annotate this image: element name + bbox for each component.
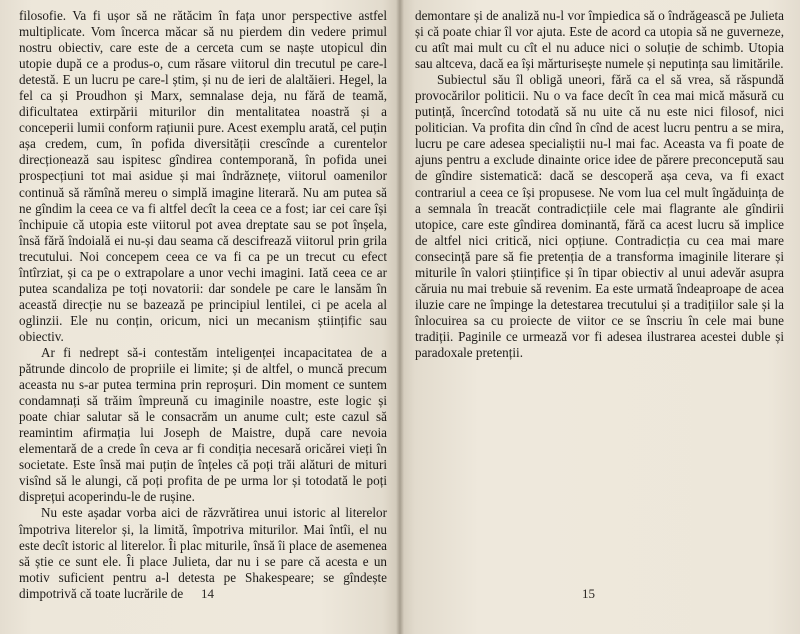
left-page — [0, 0, 399, 634]
left-paragraph-1: filosofie. Va fi ușor să ne rătăcim în fața unor perspective astfel multiplicate. Vom încerca măcar să nu pierdem din vedere primul nostru obiectiv, care este de a cerceta cum se naște utopicul din utopie după ce a produs-o, cum răsare viitorul din trecutul pe care-l detestă. E un lucru pe care-l știm, și nu de ieri de alaltăieri. Hegel, la fel ca și Proudhon și Marx, semnalase deja, nu fără de teamă, dificultatea extirpării miturilor din mentalitatea noastră și a conceperii lumii conform rațiunii pure. Acest exemplu arată, cel puțin așa credem, cum, în pofida diversității crescînde a curentelor direcționează sau ispitesc gîndirea contemporană, în pofida unei prospecțiuni tot mai asidue și mai îndrăznețe, viitorul oamenilor continuă să rămînă mereu o simplă imagine literară. Nu am putea să ne gîndim la ceea ce va fi altfel decît la ceea ce a fost; iar cei care își închipuie că utopia este viitorul pot avea dreptate sau se pot înșela, însă fără îndoială ei nu-și dau seama că descifrează viitorul prin grila trecutului. Noi concepem ceea ce va fi ca pe un trecut cu efect întîrziat, și ca pe o extrapolare a unor vechi imagini. Iată ceea ce ar putea scandaliza pe toți novatorii: dar sondele pe care le lansăm în această direcție nu se bazează pe principiul lentilei, ci pe acela al oglinzii. Ele nu conțin, oricum, nici un mecanism științific sau obiectiv. — [19, 8, 387, 344]
right-page — [399, 0, 800, 634]
right-page-number: 15 — [582, 586, 595, 601]
right-paragraph-2: Subiectul său îl obligă uneori, fără ca el să vrea, să răspundă provocărilor politicii. Nu o va face decît în cea mai mică măsură cu putință, încercînd totodată să nu uite că nu este nici filosof, nici politician. Va profita din cînd în cînd de acest lucru pentru a se mira, lucru pe care adesea specialiștii nu-l mai fac. Aceasta va fi poate de ajuns pentru a exclude dinainte orice idee de părere preconcepută sau de gîndire sistematică: dacă se descoperă așa ceva, va fi exact contrariul a ceea ce își propusese. Ne vom lua cel mult îngăduința de a semnala în treacăt contradicțiile cele mai flagrante ale gîndirii utopice, care este gîndirea dominantă, fără ca acest lucru să implice de altfel nici critică, nici opțiune. Contradicția cu cea mai mare consecință pare să fie pretenția de a transforma imaginile literare și miturile în valori științifice și în tipar obiectiv al unui adevăr asupra căruia nu mai trebuie să revenim. Ea este urmată îndeaproape de acea iluzie care ne împinge la detestarea trecutului și a tradițiilor sale și la înlocuirea sa cu proiecte de viitor ce se înscriu în cele mai bune tradiții. Paginile ce urmează vor fi adesea ilustrarea acestei duble și paradoxale pretenții. — [415, 72, 784, 360]
right-paragraph-1: demontare și de analiză nu-l vor împiedica să o îndrăgească pe Julieta și că poate chiar îl vor ajuta. Este de acord ca utopia să ne guverneze, cu atît mai mult cu cît el nu aduce nici o soluție de schimb. Utopia sau altceva, dacă ea își mărturisește numele și neputința sau limitările. — [415, 8, 784, 72]
left-paragraph-3: Nu este așadar vorba aici de răzvrătirea unui istoric al literelor împotriva literelor și, la limită, împotriva miturilor. Mai întîi, el nu este decît istoric al literelor. Îi plac miturile, însă îi place de asemenea să știe ce sunt ele. Îi place Julieta, dar nu i se pare că acesta e un motiv suficient pentru a-l detesta pe Shakespeare; se gîndește dimpotrivă că toate lucrările de — [19, 505, 387, 601]
left-page-number: 14 — [201, 586, 214, 601]
left-paragraph-2: Ar fi nedrept să-i contestăm inteligenței incapacitatea de a pătrunde dincolo de propriile ei limite; și de altfel, o muncă precum aceasta nu s-ar putea termina prin reproșuri. Din moment ce suntem condamnați să trăim împreună cu imaginile noastre, este logic și poate chiar salutar să le consacrăm un anume cult; este cazul să reamintim afirmația lui Joseph de Maistre, după care nevoia elementară de a crede în ceva ar fi condiția necesară oricărei vieți în societate. Este însă mai puțin de înțeles că poți trăi alături de mituri visînd să le alungi, că poți profita de pe urma lor și totodată le poți disprețui acoperindu-le de rușine. — [19, 344, 387, 505]
